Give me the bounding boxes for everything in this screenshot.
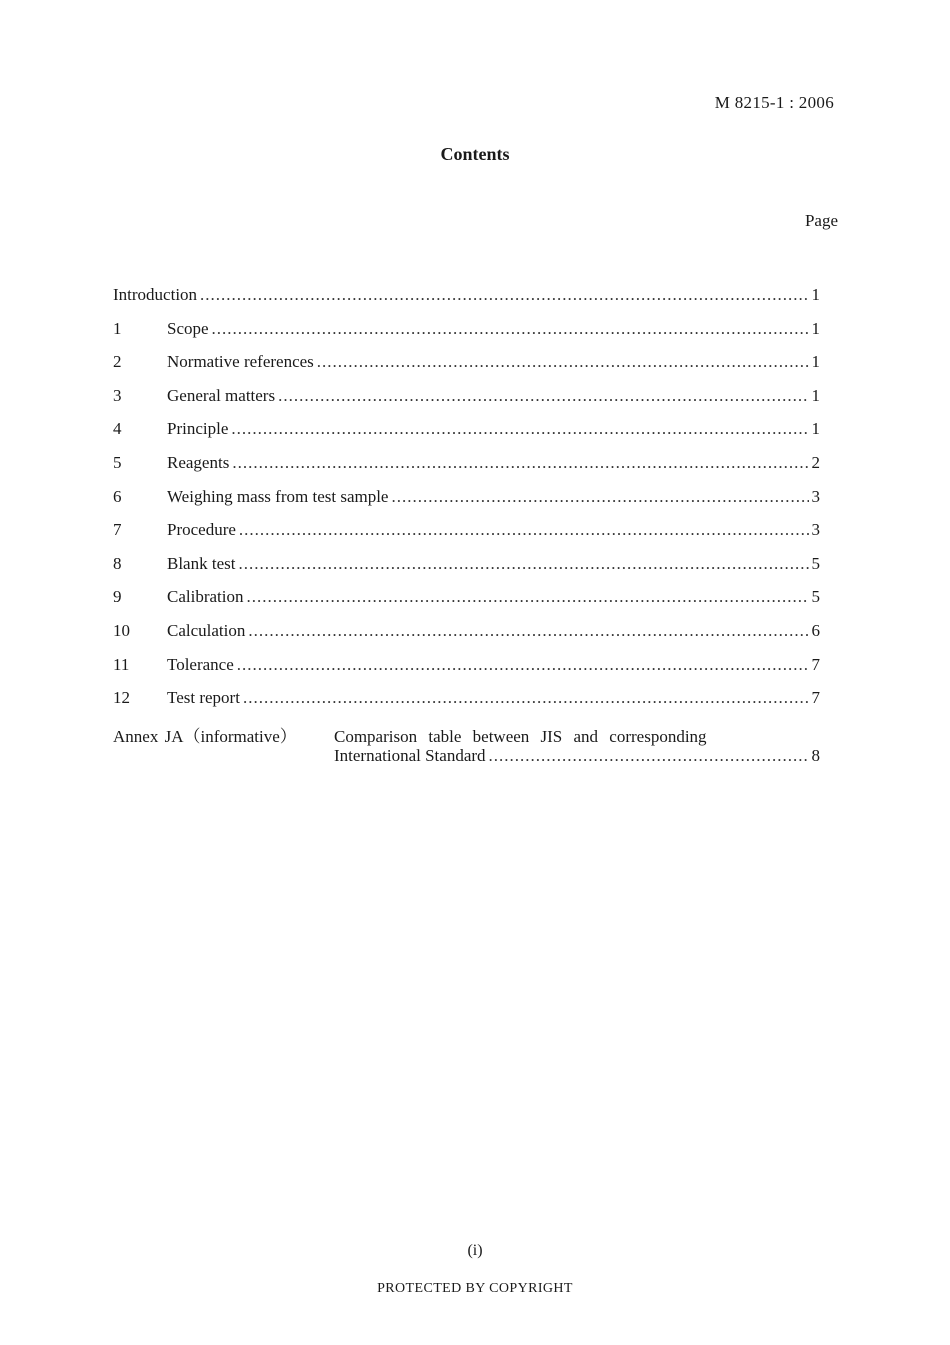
toc-entry-page: 1 xyxy=(811,318,820,338)
toc-entry-title: Principle xyxy=(167,419,229,439)
toc-entry-page: 1 xyxy=(811,385,820,405)
table-of-contents xyxy=(113,285,820,770)
dot-leader xyxy=(212,319,809,339)
page-title: Contents xyxy=(440,144,510,164)
toc-entry[interactable] xyxy=(113,554,820,588)
toc-entry[interactable] xyxy=(113,419,820,453)
toc-entry[interactable] xyxy=(113,688,820,722)
toc-entry-number: 5 xyxy=(113,452,122,472)
toc-entry-annex[interactable] xyxy=(113,722,820,770)
toc-entry-number: 6 xyxy=(113,486,122,506)
document-id: M 8215-1 : 2006 xyxy=(714,93,834,112)
toc-entry[interactable] xyxy=(113,386,820,420)
annex-title-line1: Comparison table between JIS and corresponding xyxy=(334,726,707,746)
toc-entry[interactable] xyxy=(113,487,820,521)
toc-entry-page: 3 xyxy=(811,486,820,506)
toc-entry[interactable] xyxy=(113,453,820,487)
dot-leader xyxy=(243,688,809,708)
toc-entry-title: Procedure xyxy=(167,520,236,540)
dot-leader xyxy=(232,453,808,473)
toc-entry[interactable] xyxy=(113,520,820,554)
toc-entry-page: 1 xyxy=(811,285,820,304)
toc-entry-introduction[interactable] xyxy=(113,285,820,319)
dot-leader xyxy=(231,419,808,439)
toc-entry-page: 1 xyxy=(811,352,820,372)
dot-leader xyxy=(246,587,808,607)
dot-leader xyxy=(248,621,808,641)
toc-entry-title: Weighing mass from test sample xyxy=(167,486,389,506)
toc-entry-title: Reagents xyxy=(167,452,230,472)
toc-entry[interactable] xyxy=(113,319,820,353)
toc-entry-title: Normative references xyxy=(167,352,314,372)
toc-entry-number: 8 xyxy=(113,553,122,573)
dot-leader xyxy=(237,655,809,675)
toc-entry-title: Test report xyxy=(167,688,240,708)
toc-entry-number: 2 xyxy=(113,352,122,372)
toc-entry-page: 7 xyxy=(811,688,820,708)
dot-leader xyxy=(391,487,808,507)
copyright-notice: PROTECTED BY COPYRIGHT xyxy=(377,1281,573,1296)
dot-leader xyxy=(200,285,808,305)
toc-entry-number: 9 xyxy=(113,587,122,607)
dot-leader xyxy=(489,746,809,766)
toc-entry[interactable] xyxy=(113,621,820,655)
toc-entry-page: 8 xyxy=(811,745,820,765)
toc-entry-number: 7 xyxy=(113,520,122,540)
annex-title-line2: International Standard xyxy=(334,745,486,765)
toc-entry[interactable] xyxy=(113,655,820,689)
toc-entry-page: 2 xyxy=(811,452,820,472)
toc-entry-number: 1 xyxy=(113,318,122,338)
toc-entry-page: 7 xyxy=(811,654,820,674)
dot-leader xyxy=(239,520,809,540)
toc-entry[interactable] xyxy=(113,587,820,621)
annex-label: Annex JA（informative） xyxy=(113,726,297,746)
dot-leader xyxy=(238,554,808,574)
toc-entry-title: Introduction xyxy=(113,285,198,304)
toc-entry-title: Calculation xyxy=(167,620,246,640)
toc-entry-title: Calibration xyxy=(167,587,244,607)
toc-entry-title: Scope xyxy=(167,318,209,338)
toc-entry-title: Tolerance xyxy=(167,654,234,674)
toc-entry-number: 3 xyxy=(113,385,122,405)
dot-leader xyxy=(317,352,809,372)
toc-entry-title: Blank test xyxy=(167,553,236,573)
toc-entry-page: 6 xyxy=(811,620,820,640)
toc-entry-number: 10 xyxy=(113,620,130,640)
page-column-label: Page xyxy=(804,211,838,230)
toc-entry-number: 11 xyxy=(113,654,130,674)
toc-entry-number: 12 xyxy=(113,688,130,708)
toc-entry[interactable] xyxy=(113,352,820,386)
toc-entry-page: 5 xyxy=(811,587,820,607)
toc-entry-page: 1 xyxy=(811,419,820,439)
toc-entry-page: 3 xyxy=(811,520,820,540)
page-number: (i) xyxy=(467,1242,483,1259)
toc-entry-title: General matters xyxy=(167,385,276,405)
toc-entry-number: 4 xyxy=(113,419,122,439)
dot-leader xyxy=(278,386,808,406)
toc-entry-page: 5 xyxy=(811,553,820,573)
